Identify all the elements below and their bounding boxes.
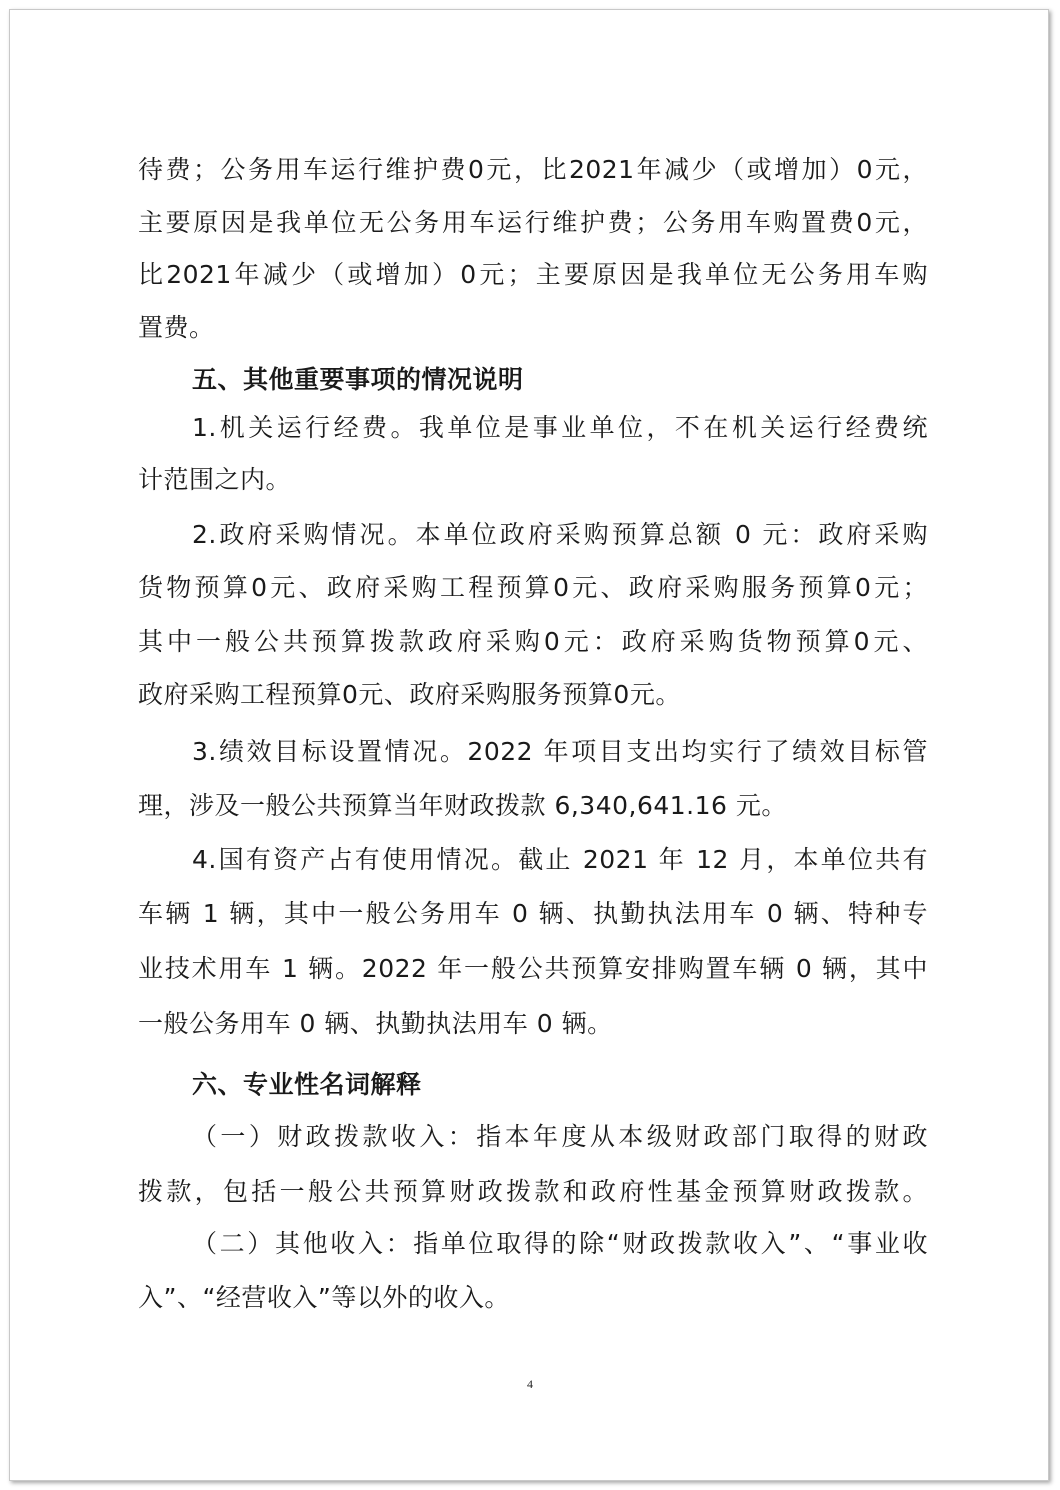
page-number: 4 [527,1377,533,1391]
paragraph-line: 比2021年减少（或增加）0元；主要原因是我单位无公务用车购 [138,260,928,289]
paragraph-line: 入”、“经营收入”等以外的收入。 [138,1283,510,1312]
paragraph-line: 计范围之内。 [138,465,292,494]
paragraph-line: 业技术用车 1 辆。2022 年一般公共预算安排购置车辆 0 辆，其中 [138,954,928,983]
paragraph-line: 1.机关运行经费。我单位是事业单位，不在机关运行经费统 [192,413,928,442]
paragraph-line: 3.绩效目标设置情况。2022 年项目支出均实行了绩效目标管 [192,737,928,766]
paragraph-line: （一）财政拨款收入：指本年度从本级财政部门取得的财政 [192,1122,928,1151]
paragraph-line: 货物预算0元、政府采购工程预算0元、政府采购服务预算0元； [138,573,928,602]
paragraph-line: 拨款，包括一般公共预算财政拨款和政府性基金预算财政拨款。 [138,1177,928,1206]
paragraph-line: 待费；公务用车运行维护费0元，比2021年减少（或增加）0元， [138,155,928,184]
paragraph-line: （二）其他收入：指单位取得的除“财政拨款收入”、“事业收 [192,1229,928,1258]
paragraph-line: 其中一般公共预算拨款政府采购0元：政府采购货物预算0元、 [138,627,928,656]
paragraph-line: 一般公务用车 0 辆、执勤执法用车 0 辆。 [138,1009,613,1038]
section-heading-6: 六、专业性名词解释 [192,1070,422,1099]
section-heading-5: 五、其他重要事项的情况说明 [192,365,524,394]
paragraph-line: 车辆 1 辆，其中一般公务用车 0 辆、执勤执法用车 0 辆、特种专 [138,899,928,928]
paragraph-line: 理，涉及一般公共预算当年财政拨款 6,340,641.16 元。 [138,791,787,820]
paragraph-line: 政府采购工程预算0元、政府采购服务预算0元。 [138,680,681,709]
paragraph-line: 置费。 [138,313,215,342]
paragraph-line: 4.国有资产占有使用情况。截止 2021 年 12 月，本单位共有 [192,845,928,874]
paragraph-line: 2.政府采购情况。本单位政府采购预算总额 0 元：政府采购 [192,520,928,549]
paragraph-line: 主要原因是我单位无公务用车运行维护费；公务用车购置费0元， [138,208,928,237]
